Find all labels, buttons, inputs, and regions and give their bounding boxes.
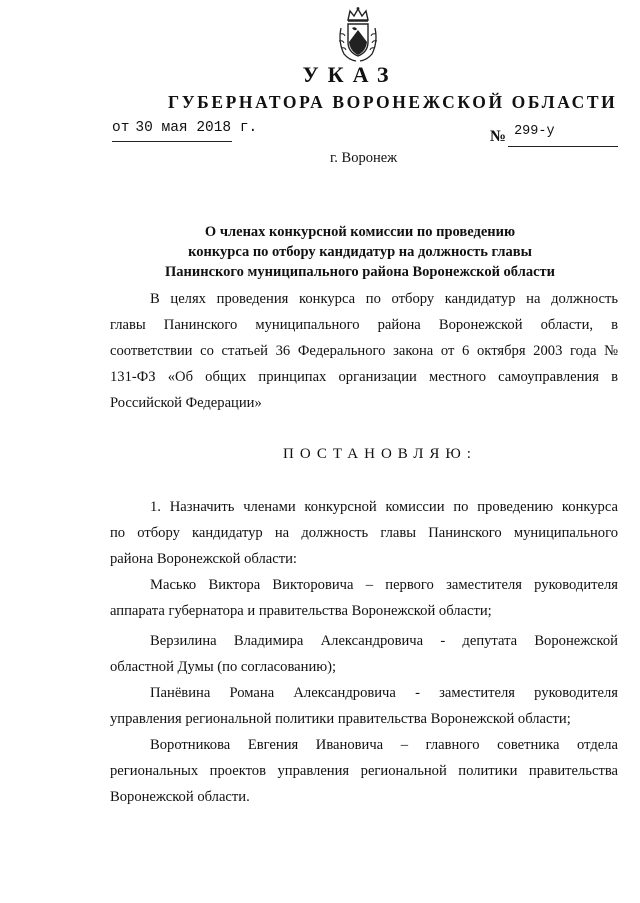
number-value: 299-у — [514, 124, 555, 139]
member-paragraph — [110, 572, 618, 624]
decree-word: ПОСТАНОВЛЯЮ: — [283, 446, 477, 462]
paragraph-line: главы Панинского муниципального района Воронежской области, в — [110, 317, 618, 333]
document-city: г. Воронеж — [330, 150, 398, 166]
date-prefix: от — [112, 120, 130, 136]
document-date — [112, 120, 257, 136]
number-underline — [508, 146, 618, 147]
item-1-paragraph — [110, 494, 618, 572]
document-number — [490, 124, 555, 146]
document-title: УКАЗ — [302, 62, 398, 87]
preamble-paragraph — [110, 286, 618, 416]
paragraph-line: В целях проведения конкурса по отбору кандидатур на должность — [150, 291, 618, 307]
document-subtitle: ГУБЕРНАТОРА ВОРОНЕЖСКОЙ ОБЛАСТИ — [168, 92, 618, 112]
date-value: 30 мая 2018 г. — [135, 120, 258, 136]
paragraph-line: района Воронежской области: — [110, 551, 297, 567]
heading-line: О членах конкурсной комиссии по проведению — [204, 224, 516, 240]
date-underline — [112, 141, 232, 142]
paragraph-line: областной Думы (по согласованию); — [110, 659, 337, 675]
paragraph-line: Воронежской области. — [110, 789, 250, 805]
member-paragraph — [110, 628, 618, 680]
paragraph-line: Масько Виктора Викторовича – первого заместителя руководителя — [150, 577, 618, 593]
paragraph-line: Верзилина Владимира Александровича - депутата Воронежской — [150, 633, 618, 649]
paragraph-line: соответствии со статьей 36 Федерального закона от 6 октября 2003 года № — [110, 343, 618, 359]
heading-line: Панинского муниципального района Воронежской области — [164, 264, 555, 280]
paragraph-line: 1. Назначить членами конкурсной комиссии по проведению конкурса — [150, 499, 618, 515]
paragraph-line: Российской Федерации» — [110, 395, 262, 411]
paragraph-line: по отбору кандидатур на должность главы Панинского муниципального — [110, 525, 618, 541]
paragraph-line: Воротникова Евгения Ивановича – главного советника отдела — [150, 737, 618, 753]
heading-line: конкурса по отбору кандидатур на должность главы — [188, 244, 532, 260]
member-paragraph — [110, 680, 618, 732]
number-sign: № — [490, 128, 507, 145]
voronezh-coat-of-arms-icon — [336, 6, 380, 64]
paragraph-line: 131-ФЗ «Об общих принципах организации местного самоуправления в — [110, 369, 618, 385]
member-paragraph — [110, 732, 618, 810]
paragraph-line: управления региональной политики правительства Воронежской области; — [110, 711, 571, 727]
paragraph-line: Панёвина Романа Александровича - заместителя руководителя — [150, 685, 618, 701]
paragraph-line: аппарата губернатора и правительства Воронежской области; — [110, 603, 492, 619]
paragraph-line: региональных проектов управления региональной политики правительства — [110, 763, 618, 779]
document-heading — [110, 222, 610, 282]
